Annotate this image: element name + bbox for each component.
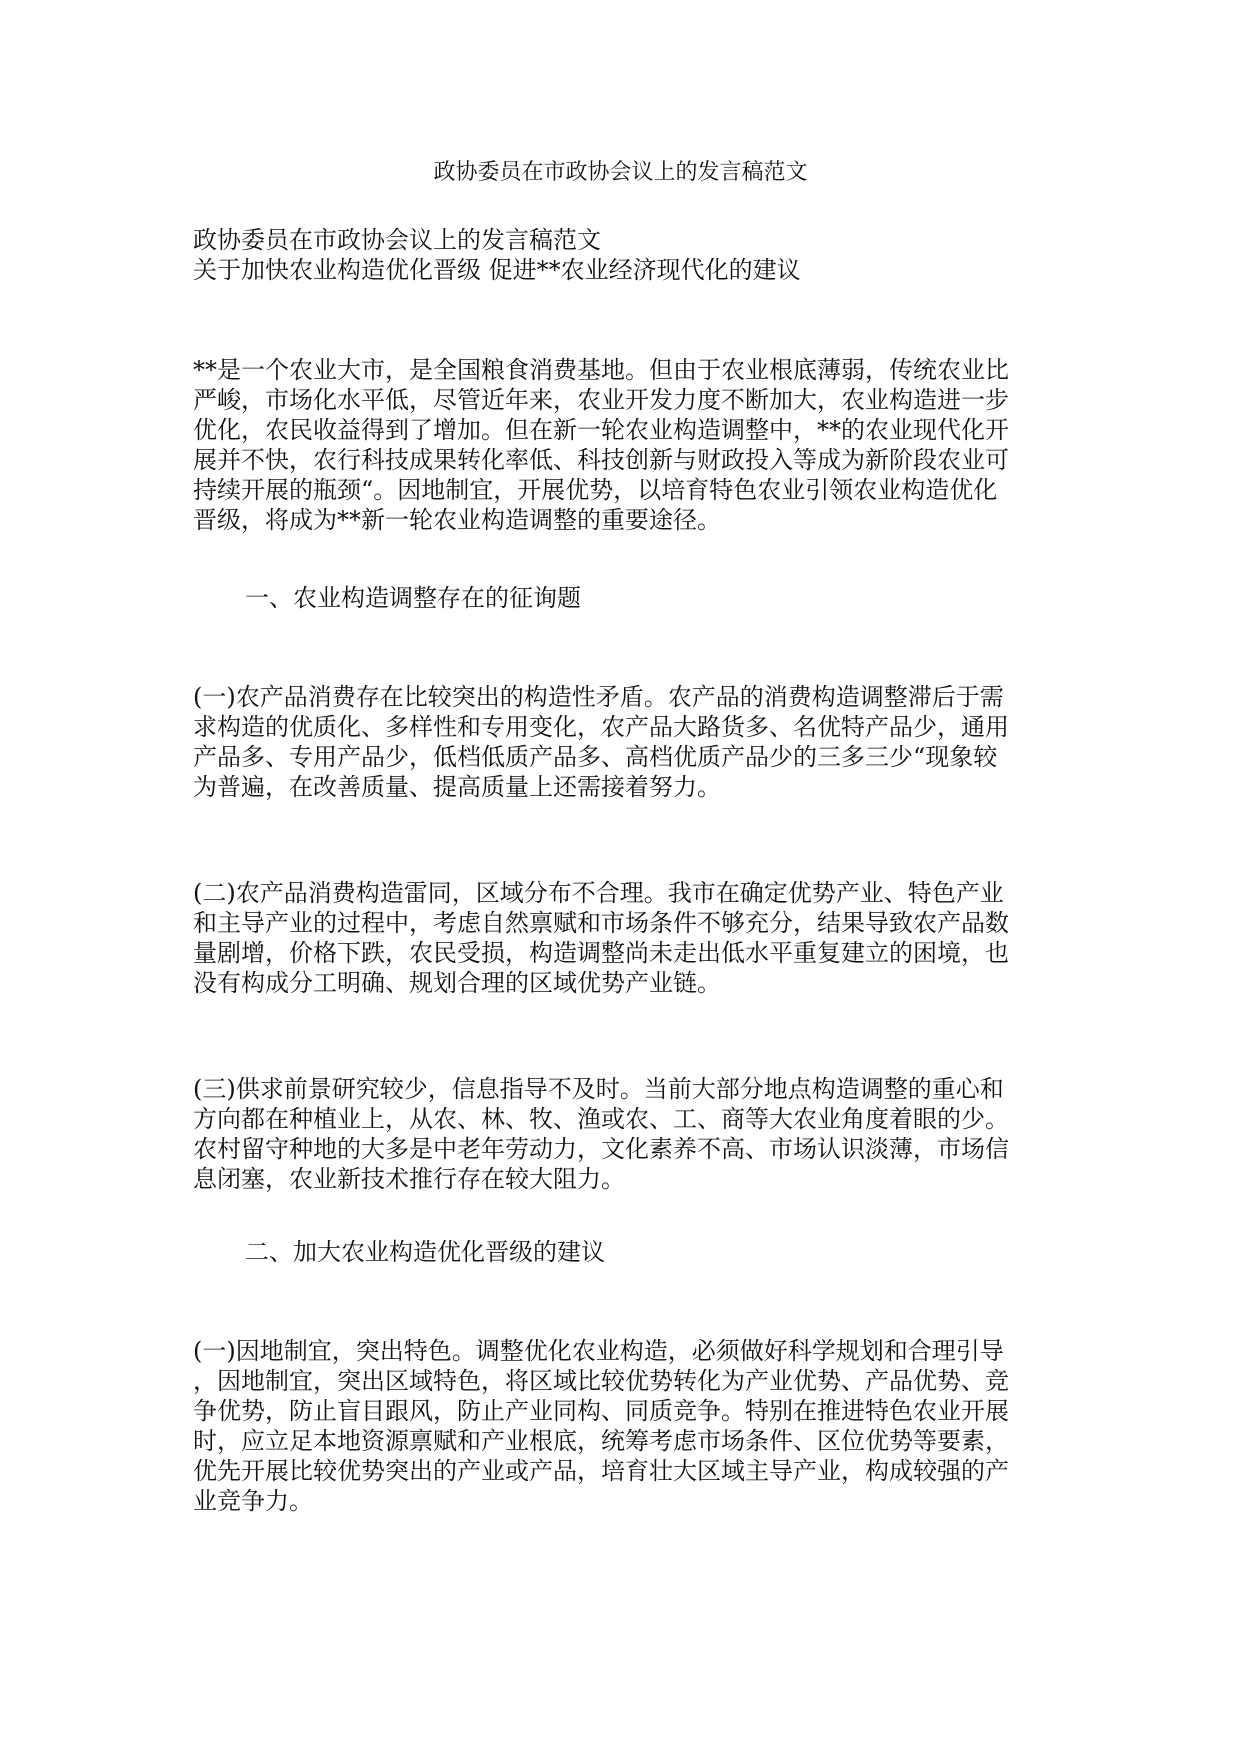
- document-title: 政协委员在市政协会议上的发言稿范文: [433, 160, 808, 185]
- section-1-paragraph-2: (二)农产品消费构造雷同，区域分布不合理。我市在确定优势产业、特色产业 和主导产业的过程中，考虑自然禀赋和市场条件不够充分，结果导致农产品数 量剧增，价格下跌，农民受损，构造调整尚未走出低水平重复建立的困境，也 没有构成分工明确、规划合理的区域优势产业链。: [193, 879, 1009, 997]
- section-1-paragraph-1: (一)农产品消费存在比较突出的构造性矛盾。农产品的消费构造调整滞后于需 求构造的优质化、多样性和专用变化，农产品大路货多、名优特产品少，通用 产品多、专用产品少，低档低质产品多、高档优质产品少的三多三少“现象较 为普遍，在改善质量、提高质量上还需接着努力。: [193, 683, 1009, 801]
- section-2-heading: 二、加大农业构造优化晋级的建议: [245, 1238, 605, 1266]
- section-1-heading: 一、农业构造调整存在的征询题: [245, 584, 581, 612]
- section-1-paragraph-3: (三)供求前景研究较少，信息指导不及时。当前大部分地点构造调整的重心和 方向都在种植业上，从农、林、牧、渔或农、工、商等大农业角度着眼的少。 农村留守种地的大多是中老年劳动力，文化素养不高、市场认识淡薄，市场信 息闭塞，农业新技术推行存在较大阻力。: [193, 1075, 1009, 1193]
- section-2-paragraph-1: (一)因地制宜，突出特色。调整优化农业构造，必须做好科学规划和合理引导 ，因地制宜，突出区域特色，将区域比较优势转化为产业优势、产品优势、竞 争优势，防止盲目跟风，防止产业同构、同质竞争。特别在推进特色农业开展 时，应立足本地资源禀赋和产业根底，统筹考虑市场条件、区位优势等要素， 优先开展比较优势突出的产业或产品，培育壮大区域主导产业，构成较强的产 业竞争力。: [193, 1337, 1009, 1515]
- intro-paragraph: **是一个农业大市，是全国粮食消费基地。但由于农业根底薄弱，传统农业比 严峻，市场化水平低，尽管近年来，农业开发力度不断加大，农业构造进一步 优化，农民收益得到了增加。但在新一轮农业构造调整中，**的农业现代化开 展并不快，农行科技成果转化率低、科技创新与财政投入等成为新阶段农业可 持续开展的瓶颈“。因地制宜，开展优势，以培育特色农业引领农业构造优化 晋级，将成为**新一轮农业构造调整的重要途径。: [193, 356, 1009, 534]
- document-subtitle: 政协委员在市政协会议上的发言稿范文 关于加快农业构造优化晋级 促进**农业经济现代化的建议: [193, 226, 801, 284]
